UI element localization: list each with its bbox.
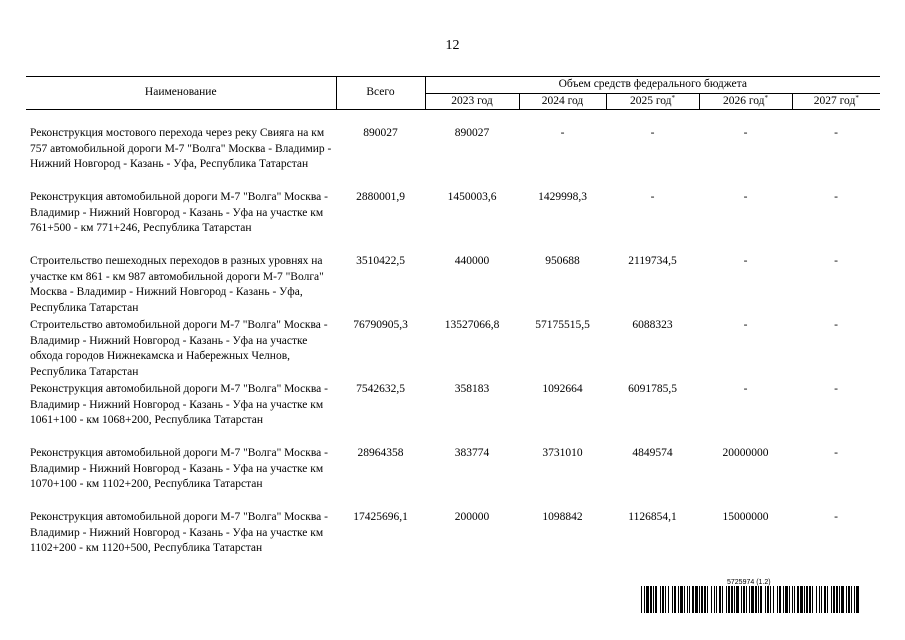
row-total: 890027 [363,127,398,140]
barcode-bar [839,586,840,613]
barcode-bar [783,586,784,613]
barcode-bar [662,586,664,613]
row-2026: - [743,191,748,204]
barcode-bar [777,586,778,613]
row-2025: 6088323 [632,319,673,332]
barcode-bar [704,586,706,613]
barcode-bar [758,586,759,613]
barcode-bar [785,586,788,613]
barcode-bar [699,586,700,613]
barcode-bar [755,586,757,613]
barcode-bar [728,586,730,613]
row-name: Реконструкция автомобильной дороги М-7 "Волга" Москва - Владимир - Нижний Новгород - Казань - Уфа на участке км 1070+100 - км 1102+200, Республика Татарстан [30,447,328,491]
row-2026: 15000000 [722,511,769,524]
row-2024: 950688 [545,255,580,268]
barcode-bar [701,586,703,613]
row-2027: - [834,511,838,524]
barcode-bar [812,586,813,613]
barcode-bar [665,586,666,613]
row-2026: - [743,383,748,396]
row-2025: - [650,127,655,140]
barcode-bar [767,586,769,613]
barcode-bar [743,586,745,613]
table-row [26,126,880,190]
year-label: 2023 год [451,94,493,107]
row-total: 7542632,5 [356,383,405,396]
row-2023: 1450003,6 [447,191,497,204]
row-2027: - [834,127,838,140]
barcode-bar [668,586,669,613]
year-label: 2027 год [813,94,856,107]
barcode-bar [687,586,688,613]
barcode-bar [674,586,676,613]
barcode-bar [816,586,817,613]
barcode-bar [653,586,654,613]
barcode-bar [711,586,712,613]
barcode-bar [734,586,735,613]
row-2027: - [834,319,838,332]
barcode-bar [792,586,793,613]
barcode-bar [824,586,826,613]
header-name: Наименование [26,77,336,110]
header-year-2023 [425,93,519,110]
row-2025: 2119734,5 [628,255,677,268]
barcode-bar [833,586,835,613]
row-2026: - [743,319,748,332]
barcode-bar [797,586,799,613]
row-2023: 358183 [454,383,490,396]
row-2027: - [834,191,838,204]
row-2025: 6091785,5 [628,383,677,396]
header-year-2027 [792,93,880,110]
row-name: Реконструкция автомобильной дороги М-7 "Волга" Москва - Владимир - Нижний Новгород - Казань - Уфа на участке км 761+500 - км 771+246, Республика Татарстан [30,191,328,235]
barcode-bar [678,586,679,613]
header-spacer [26,110,880,127]
row-2026: 20000000 [722,447,769,460]
table-row [26,446,880,510]
row-2027: - [834,255,838,268]
row-name: Строительство пешеходных переходов в разных уровнях на участке км 861 - км 987 автомобильной дороги М-7 "Волга" Москва - Владимир - Нижний Новгород - Казань - Уфа, Республика Татарстан [30,255,324,314]
barcode-bar [773,586,774,613]
table-row [26,510,880,574]
barcode-bar [692,586,694,613]
barcode-bar [770,586,771,613]
row-total: 28964358 [357,447,404,460]
barcode-bar [680,586,683,613]
row-name: Строительство автомобильной дороги М-7 "Волга" Москва - Владимир - Нижний Новгород - Казань - Уфа на участке обхода городов Нижнекамска и Набережных Челнов, Республика Татарстан [30,319,328,378]
footnote-mark: * [671,93,676,102]
row-2026: - [743,127,748,140]
year-label: 2025 год [629,94,672,107]
row-2023: 200000 [454,511,490,524]
barcode-bar [655,586,657,613]
barcode-bar [827,586,828,613]
row-2023: 890027 [454,127,490,140]
barcode-bar [854,586,855,613]
budget-table [26,76,880,574]
row-2024: 57175515,5 [535,319,590,332]
barcode-bar [846,586,847,613]
barcode-bar [809,586,811,613]
barcode-bar [800,586,803,613]
barcode-bar [804,586,805,613]
row-2024: 1098842 [542,511,583,524]
barcode-bar [695,586,698,613]
row-2025: 1126854,1 [628,511,677,524]
row-total: 2880001,9 [356,191,405,204]
barcode-bar [806,586,808,613]
header-federal-budget: Объем средств федерального бюджета [425,77,880,94]
year-label: 2024 год [541,94,584,107]
barcode-bar [765,586,766,613]
barcode-bar [736,586,739,613]
barcode-bar [760,586,762,613]
table-row [26,254,880,318]
barcode-label: 5725974 (1.2) [727,579,771,586]
barcode-bar [819,586,820,613]
row-2026: - [743,255,748,268]
row-2024: - [560,127,565,140]
row-total: 76790905,3 [353,319,408,332]
table-row [26,318,880,382]
barcode-bar [841,586,844,613]
table-row [26,190,880,254]
row-2027: - [834,447,838,460]
barcode-bar [779,586,781,613]
barcode-bar [641,586,642,613]
barcode-bar [731,586,733,613]
barcode-bar [644,586,645,613]
row-2027: - [834,383,838,396]
barcode-bar [741,586,742,613]
barcode-bar [831,586,832,613]
row-name: Реконструкция автомобильной дороги М-7 "Волга" Москва - Владимир - Нижний Новгород - Казань - Уфа на участке км 1061+100 - км 1068+200, Республика Татарстан [30,383,328,427]
barcode-bar [851,586,852,613]
barcode-bar [716,586,717,613]
header-year-2024 [519,93,606,110]
barcode-bar [719,586,721,613]
footnote-mark: * [855,93,859,102]
table-row [26,382,880,446]
row-total: 3510422,5 [356,255,405,268]
row-2024: 1092664 [542,383,583,396]
barcode-bar [848,586,850,613]
row-name: Реконструкция мостового перехода через реку Свияга на км 757 автомобильной дороги М-7 "Волга" Москва - Владимир - Нижний Новгород - Казань - Уфа, Республика Татарстан [30,127,332,171]
barcode-bar [689,586,690,613]
row-2023: 440000 [454,255,490,268]
year-label: 2026 год [722,94,765,107]
barcode-bar [684,586,685,613]
row-2024: 1429998,3 [538,191,587,204]
barcode-bar [726,586,727,613]
barcode-bar [836,586,838,613]
header-year-2026 [699,93,792,110]
row-2024: 3731010 [542,447,583,460]
page-number: 12 [445,38,460,53]
row-name: Реконструкция автомобильной дороги М-7 "Волга" Москва - Владимир - Нижний Новгород - Казань - Уфа на участке км 1102+200 - км 1120+500, Республика Татарстан [30,511,328,555]
barcode-bar [794,586,795,613]
barcode-bar [660,586,661,613]
barcode-bar [821,586,822,613]
barcode-bar [789,586,790,613]
barcode-bar [751,586,754,613]
row-total: 17425696,1 [353,511,408,524]
header-total: Всего [336,77,425,110]
barcode-bar [650,586,652,613]
header-year-2025 [606,93,699,110]
row-2025: - [650,191,655,204]
barcode-bar [722,586,723,613]
barcode-bar [714,586,715,613]
barcode-bar [749,586,750,613]
barcode-bar [672,586,673,613]
row-2023: 13527066,8 [444,319,500,332]
row-2025: 4849574 [632,447,673,460]
barcode-icon [641,586,860,613]
barcode-bar [646,586,649,613]
footnote-mark: * [764,93,769,102]
barcode-bar [707,586,708,613]
barcode-bar [746,586,747,613]
row-2023: 383774 [454,447,490,460]
barcode-bar [856,586,859,613]
